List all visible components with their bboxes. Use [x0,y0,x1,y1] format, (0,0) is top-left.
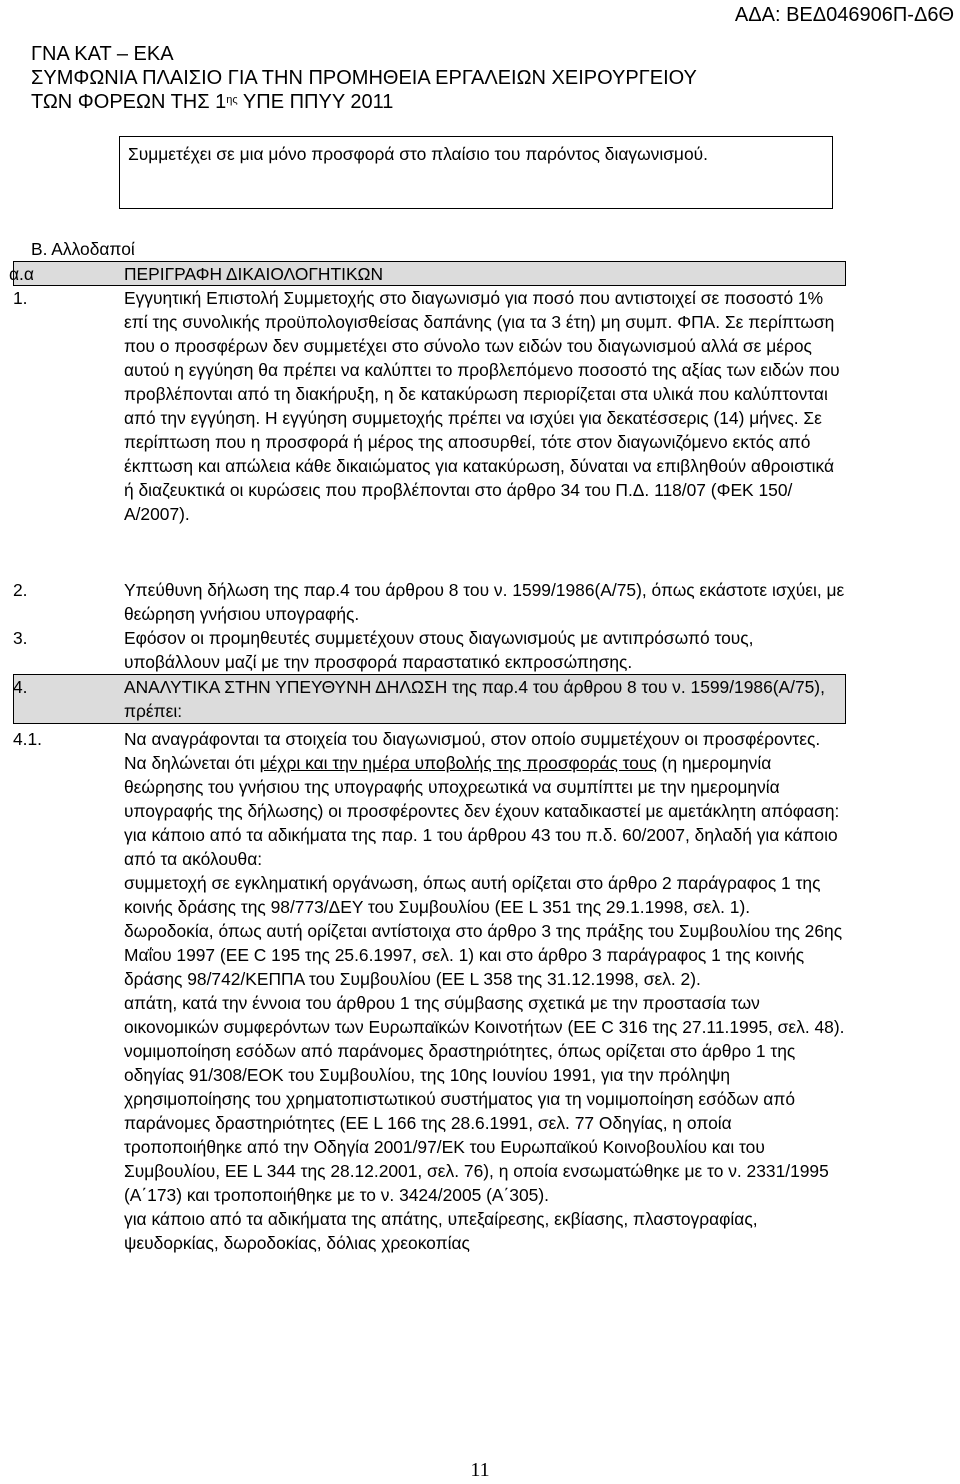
item-1-text: Εγγυητική Επιστολή Συμμετοχής στο διαγωνισμό για ποσό που αντιστοιχεί σε ποσοστό 1% επί της συνολικής προϋπολογισθείσας δαπάνης (για τα 3 έτη) μη συμπ. ΦΠΑ. Σε περίπτωση που ο προσφέρων δεν συμμετέχει στο σύνολο των ειδών του διαγωνισμού αλλά σε μέρος αυτού η εγγύηση θα πρέπει να καλύπτει το προβλεπόμενο ποσοστό της αξίας των ειδών που προβλέπονται από τη διακήρυξη, η δε κατακύρωση περιορίζεται στα υλικά που καλύπτονται από την εγγύηση. Η εγγύηση συμμετοχής πρέπει να ισχύει για δεκατέσσερις (14) μήνες. Σε περίπτωση που η προσφορά ή μέρος της αποσυρθεί, τότε στον διαγωνιζόμενο εκτός από έκπτωση και απώλεια κάθε δικαιώματος για κατακύρωση, δύναται να επιβληθούν αθροιστικά ή διαζευκτικά οι κυρώσεις που προβλέπονται στο άρθρο 34 του Π.Δ. 118/07 (ΦΕΚ 150/Α/2007). [124,288,840,524]
item-2-text: Υπεύθυνη δήλωση της παρ.4 του άρθρου 8 του ν. 1599/1986(Α/75), όπως εκάστοτε ισχύει, με θεώρηση γνήσιου υπογραφής. [124,580,845,624]
item-4-1-para-1: Να αναγράφονται τα στοιχεία του διαγωνισμού, στον οποίο συμμετέχουν οι προσφέροντες. [124,729,821,749]
page-number: 11 [470,1459,490,1481]
item-4-1-para-3: για κάποιο από τα αδικήματα της παρ. 1 του άρθρου 43 του π.δ. 60/2007, δηλαδή για κάποιο από τα ακόλουθα: [124,825,838,869]
item-4-number: 4. [13,677,28,697]
header-line-1: ΓΝΑ ΚΑΤ – ΕΚΑ [31,43,174,65]
item-1-number: 1. [13,288,28,308]
header-line-2: ΣΥΜΦΩΝΙΑ ΠΛΑΙΣΙΟ ΓΙΑ ΤΗΝ ΠΡΟΜΗΘΕΙΑ ΕΡΓΑΛΕΙΩΝ ΧΕΙΡΟΥΡΓΕΙΟΥ [31,67,697,89]
item-4-text: ΑΝΑΛΥΤΙΚΑ ΣΤΗΝ ΥΠΕΥΘΥΝΗ ΔΗΛΩΣΗ της παρ.4 του άρθρου 8 του ν. 1599/1986(Α/75), πρέπει: [124,677,825,721]
section-b-heading: Β. Αλλοδαποί [31,239,135,259]
item-4-1-para-5: δωροδοκία, όπως αυτή ορίζεται αντίστοιχα στο άρθρο 3 της πράξης του Συμβουλίου της 26ης Μαΐου 1997 (ΕΕ C 195 της 25.6.1997, σελ. 1) και στο άρθρο 3 παράγραφος 1 της κοινής δράσης 98/742/ΚΕΠΠΑ του Συμβουλίου (ΕΕ L 358 της 31.12.1998, σελ. 2). [124,921,843,989]
item-3-number: 3. [13,628,28,648]
item-4-row [13,674,846,724]
ada-code: ΑΔΑ: ΒΕΔ046906Π-Δ6Θ [734,4,954,26]
participation-box [119,136,833,209]
item-4-1-para-6: απάτη, κατά την έννοια του άρθρου 1 της σύμβασης σχετικά με την προστασία των οικονομικών συμφερόντων των Ευρωπαϊκών Κοινοτήτων (ΕΕ C 316 της 27.11.1995, σελ. 48). [124,993,845,1037]
aa-number: α.α [9,264,34,284]
item-4-1-para-8: για κάποιο από τα αδικήματα της απάτης, υπεξαίρεσης, εκβίασης, πλαστογραφίας, ψευδορκίας, δωροδοκίας, δόλιας χρεοκοπίας [124,1209,758,1253]
box-text: Συμμετέχει σε μια μόνο προσφορά στο πλαίσιο του παρόντος διαγωνισμού. [128,144,708,164]
item-4-1-content [124,727,848,1255]
item-2-number: 2. [13,580,28,600]
header-line-3: ΤΩΝ ΦΟΡΕΩΝ ΤΗΣ $1^{\eta\varsigma}$ ΥΠΕ ΠΠΥΥ 2011 [31,91,394,113]
document-header [31,42,811,114]
item-4-1-para-7: νομιμοποίηση εσόδων από παράνομες δραστηριότητες, όπως ορίζεται στο άρθρο 1 της οδηγίας 91/308/ΕΟΚ του Συμβουλίου, της 10ης Ιουνίου 1991, για την πρόληψη χρησιμοποίησης του χρηματοπιστωτικού συστήματος για τη νομιμοποίηση εσόδων από παράνομες δραστηριότητες (ΕΕ L 166 της 28.6.1991, σελ. 77 Οδηγίας, η οποία τροποποιήθηκε από την Οδηγία 2001/97/ΕΚ του Ευρωπαϊκού Κοινοβουλίου και του Συμβουλίου, ΕΕ L 344 της 28.12.2001, σελ. 76), η οποία ενσωματώθηκε με το ν. 2331/1995 (Α΄173) και τροποποιήθηκε με το ν. 3424/2005 (Α΄305). [124,1041,829,1205]
table-header-row [9,261,846,286]
item-4-1-para-4: συμμετοχή σε εγκληματική οργάνωση, όπως αυτή ορίζεται στο άρθρο 2 παράγραφος 1 της κοινής δράσης της 98/773/ΔΕΥ του Συμβουλίου (ΕΕ L 351 της 29.1.1998, σελ. 1). [124,873,821,917]
aa-label: ΠΕΡΙΓΡΑΦΗ ΔΙΚΑΙΟΛΟΓΗΤΙΚΩΝ [124,264,384,284]
item-4-1-number: 4.1. [13,729,43,749]
item-3-text: Εφόσον οι προμηθευτές συμμετέχουν στους διαγωνισμούς με αντιπρόσωπό τους, υποβάλλουν μαζί με την προσφορά παραστατικό εκπροσώπησης. [124,628,754,672]
item-4-1-para-2: Να δηλώνεται ότι μέχρι και την ημέρα υποβολής της προσφοράς τους (η ημερομηνία θεώρησης του γνήσιου της υπογραφής υποχρεωτικά να συμπίπτει με την ημερομηνία υπογραφής της δήλωσης) οι προσφέροντες δεν έχουν καταδικαστεί με αμετάκλητη απόφαση: [124,753,840,821]
